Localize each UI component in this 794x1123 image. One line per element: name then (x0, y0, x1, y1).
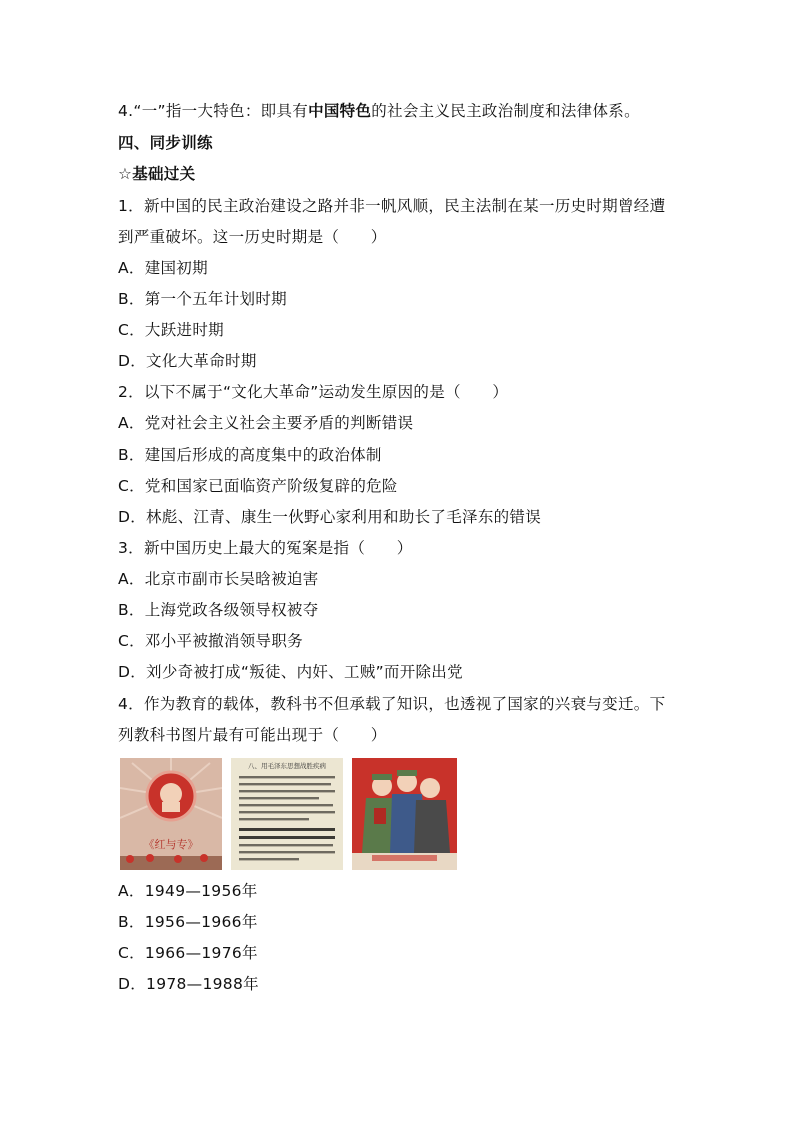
question-2-option-d: D．林彪、江青、康生一伙野心家利用和助长了毛泽东的错误 (118, 508, 542, 526)
subsection-title: ☆基础过关 (118, 165, 196, 183)
question-3-option-b: B．上海党政各级领导权被夺 (118, 601, 319, 619)
question-4-option-c: C．1966—1976年 (118, 944, 258, 962)
question-3-option-c: C．邓小平被撤消领导职务 (118, 632, 303, 650)
question-1-stem-line-1: 1．新中国的民主政治建设之路并非一帆风顺，民主法制在某一历史时期曾经遭 (118, 197, 666, 215)
question-4-option-d: D．1978—1988年 (118, 975, 259, 993)
intro-suffix: 的社会主义民主政治制度和法律体系。 (371, 102, 640, 120)
textbook-page-image (231, 758, 343, 870)
question-2-option-b: B．建国后形成的高度集中的政治体制 (118, 446, 382, 464)
question-2-option-a: A．党对社会主义社会主要矛盾的判断错误 (118, 414, 414, 432)
intro-point (118, 101, 640, 121)
question-3-option-a: A．北京市副市长吴晗被迫害 (118, 570, 319, 588)
question-1-option-a: A．建国初期 (118, 259, 208, 277)
intro-bold: 中国特色 (308, 102, 372, 120)
question-1-option-d: D．文化大革命时期 (118, 352, 257, 370)
question-3-stem: 3．新中国历史上最大的冤案是指（ ） (118, 539, 413, 557)
cover-title-text: 《红与专》 (143, 838, 199, 851)
question-1-option-b: B．第一个五年计划时期 (118, 290, 287, 308)
intro-prefix: 4.“一”指一大特色：即具有 (118, 102, 309, 120)
page-heading-text: 八、用毛泽东思想战胜疾病 (248, 762, 326, 770)
question-1-stem-line-2: 到严重破坏。这一历史时期是（ ） (118, 228, 387, 246)
question-4-stem-line-1: 4．作为教育的载体，教科书不但承载了知识，也透视了国家的兴衰与变迁。下 (118, 695, 666, 713)
question-4-option-b: B．1956—1966年 (118, 913, 258, 931)
textbook-cover-image (120, 758, 222, 870)
propaganda-poster-image (352, 758, 457, 870)
question-1-option-c: C．大跃进时期 (118, 321, 224, 339)
question-4-stem-line-2: 列教科书图片最有可能出现于（ ） (118, 726, 387, 744)
question-3-option-d: D．刘少奇被打成“叛徒、内奸、工贼”而开除出党 (118, 663, 463, 681)
question-2-option-c: C．党和国家已面临资产阶级复辟的危险 (118, 477, 398, 495)
question-2-stem: 2．以下不属于“文化大革命”运动发生原因的是（ ） (118, 383, 509, 401)
section-title: 四、同步训练 (118, 134, 213, 152)
question-4-option-a: A．1949—1956年 (118, 882, 258, 900)
